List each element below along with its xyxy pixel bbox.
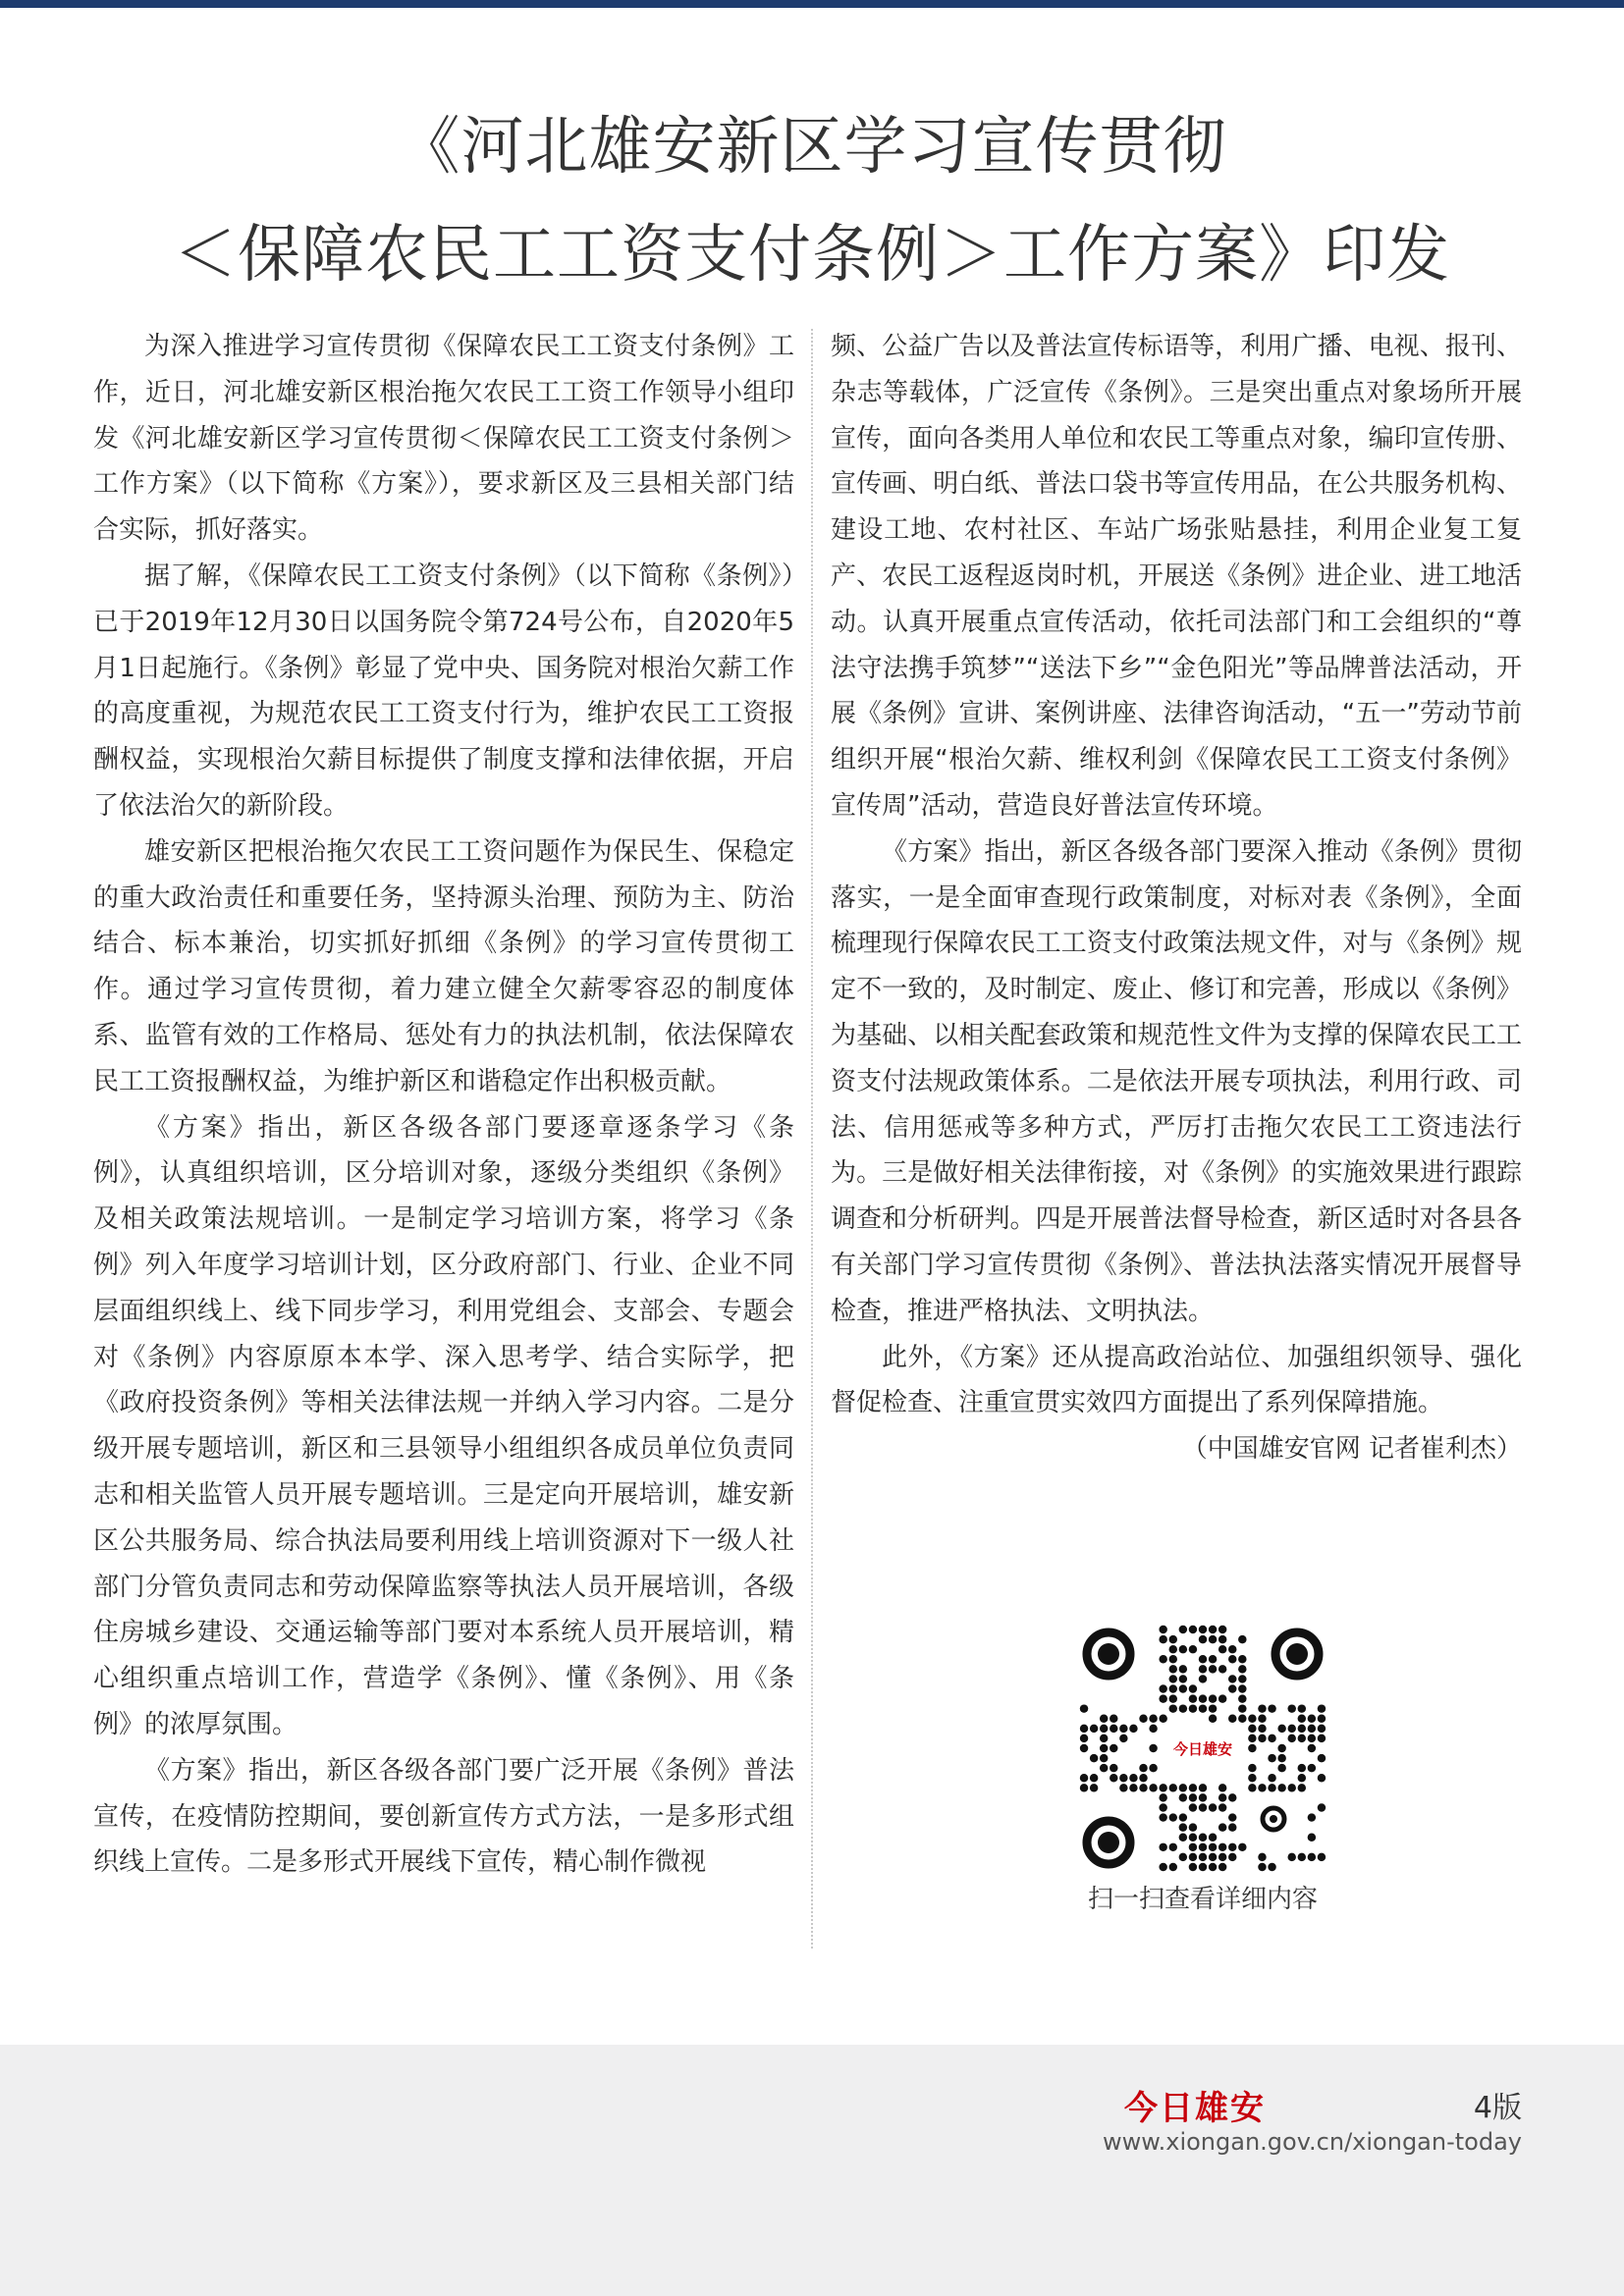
- article-paragraph-continued: 频、公益广告以及普法宣传标语等，利用广播、电视、报刊、杂志等载体，广泛宣传《条例》。三是突出重点对象场所开展宣传，面向各类用人单位和农民工等重点对象，编印宣传册、宣传画、明白纸、普法口袋书等宣传用品，在公共服务机构、建设工地、农村社区、车站广场张贴悬挂，利用企业复工复产、农民工返程返岗时机，开展送《条例》进企业、进工地活动。认真开展重点宣传活动，依托司法部门和工会组织的“尊法守法携手筑梦”“送法下乡”“金色阳光”等品牌普法活动，开展《条例》宣讲、案例讲座、法律咨询活动，“五一”劳动节前组织开展“根治欠薪、维权利剑《保障农民工工资支付条例》宣传周”活动，营造良好普法宣传环境。: [831, 332, 1522, 821]
- column-divider: [811, 329, 813, 1949]
- article-column-left: [93, 324, 794, 1886]
- article-paragraph: 据了解，《保障农民工工资支付条例》（以下简称《条例》）已于2019年12月30日以国务院令第724号公布，自2020年5月1日起施行。《条例》彰显了党中央、国务院对根治欠薪工作的高度重视，为规范农民工工资支付行为，维护农民工工资报酬权益，实现根治欠薪目标提供了制度支撑和法律依据，开启了依法治欠的新阶段。: [93, 561, 794, 821]
- footer-url-link[interactable]: www.xiongan.gov.cn/xiongan-today: [1102, 2128, 1522, 2156]
- article-paragraph: 雄安新区把根治拖欠农民工工资问题作为保民生、保稳定的重大政治责任和重要任务，坚持源头治理、预防为主、防治结合、标本兼治，切实抓好抓细《条例》的学习宣传贯彻工作。通过学习宣传贯彻，着力建立健全欠薪零容忍的制度体系、监管有效的工作格局、惩处有力的执法机制，依法保障农民工工资报酬权益，为维护新区和谐稳定作出积极贡献。: [93, 836, 794, 1096]
- top-accent-bar: [0, 0, 1624, 8]
- page-number: 4版: [1473, 2091, 1522, 2125]
- article-column-right: [831, 324, 1522, 1472]
- article-paragraph: 《方案》指出，新区各级各部门要逐章逐条学习《条例》，认真组织培训，区分培训对象，逐级分类组织《条例》及相关政策法规培训。一是制定学习培训方案，将学习《条例》列入年度学习培训计划，区分政府部门、行业、企业不同层面组织线上、线下同步学习，利用党组会、支部会、专题会对《条例》内容原原本本学、深入思考学、结合实际学，把《政府投资条例》等相关法律法规一并纳入学习内容。二是分级开展专题培训，新区和三县领导小组组织各成员单位负责同志和相关监管人员开展专题培训。三是定向开展培训，雄安新区公共服务局、综合执法局要利用线上培训资源对下一级人社部门分管负责同志和劳动保障监察等执法人员开展培训，各级住房城乡建设、交通运输等部门要对本系统人员开展培训，精心组织重点培训工作，营造学《条例》、懂《条例》、用《条例》的浓厚氛围。: [93, 1112, 794, 1739]
- article-title-line-1: 《河北雄安新区学习宣传贯彻: [397, 111, 1227, 184]
- article-paragraph: 《方案》指出，新区各级各部门要广泛开展《条例》普法宣传，在疫情防控期间，要创新宣传方式方法，一是多形式组织线上宣传。二是多形式开展线下宣传，精心制作微视: [93, 1755, 794, 1878]
- qr-caption: 扫一扫查看详细内容: [1087, 1885, 1318, 1914]
- article-paragraph: 为深入推进学习宣传贯彻《保障农民工工资支付条例》工作，近日，河北雄安新区根治拖欠农民工工资工作领导小组印发《河北雄安新区学习宣传贯彻＜保障农民工工资支付条例＞工作方案》（以下简称《方案》），要求新区及三县相关部门结合实际，抓好落实。: [93, 332, 794, 546]
- article-paragraph: 此外，《方案》还从提高政治站位、加强组织领导、强化督促检查、注重宣贯实效四方面提出了系列保障措施。: [831, 1342, 1522, 1418]
- brand-logo: 今日雄安: [1124, 2089, 1266, 2128]
- article-paragraph: 《方案》指出，新区各级各部门要深入推动《条例》贯彻落实，一是全面审查现行政策制度，对标对表《条例》，全面梳理现行保障农民工工资支付政策法规文件，对与《条例》规定不一致的，及时制定、废止、修订和完善，形成以《条例》为基础、以相关配套政策和规范性文件为支撑的保障农民工工资支付法规政策体系。二是依法开展专项执法，利用行政、司法、信用惩戒等多种方式，严厉打击拖欠农民工工资违法行为。三是做好相关法律衔接，对《条例》的实施效果进行跟踪调查和分析研判。四是开展普法督导检查，新区适时对各县各有关部门学习宣传贯彻《条例》、普法执法落实情况开展督导检查，推进严格执法、文明执法。: [831, 836, 1522, 1326]
- article-byline: （中国雄安官网 记者崔利杰）: [1181, 1434, 1522, 1465]
- qr-logo-text: 今日雄安: [1172, 1740, 1233, 1758]
- qr-code-icon[interactable]: [1079, 1625, 1326, 1872]
- qr-block: [1075, 1625, 1330, 1919]
- article-title-line-2: ＜保障农民工工资支付条例＞工作方案》印发: [174, 219, 1450, 292]
- article-title: [0, 93, 1624, 309]
- page-footer: [0, 2045, 1624, 2296]
